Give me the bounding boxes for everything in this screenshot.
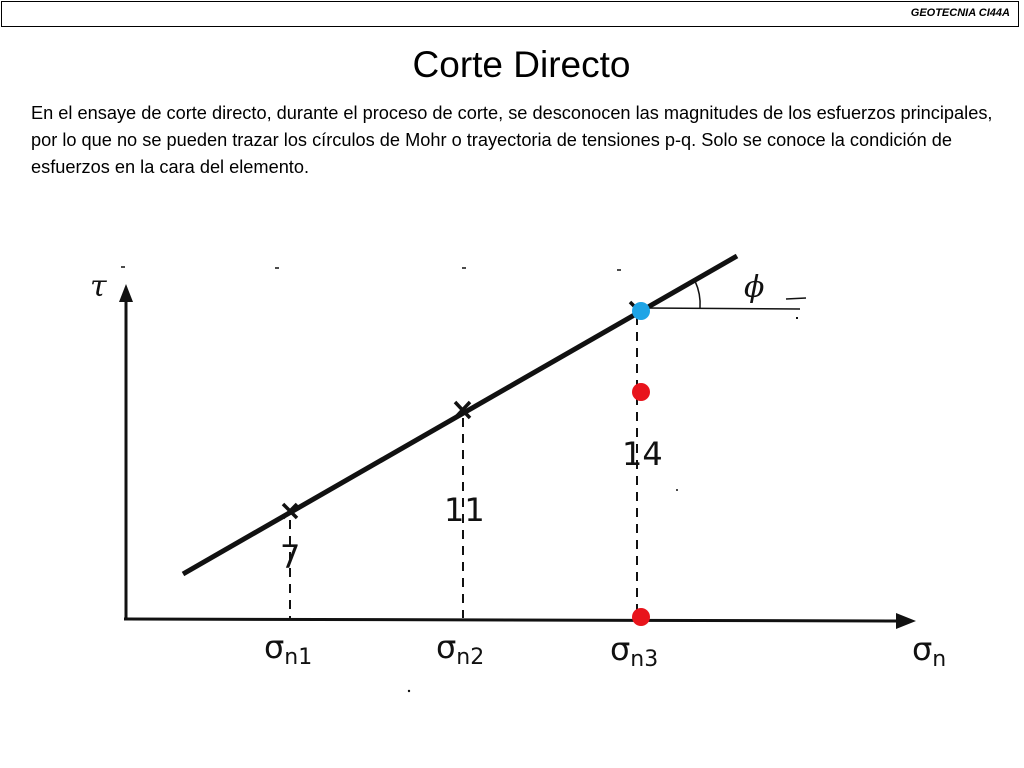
scan-speck <box>676 489 678 491</box>
y-axis-label: τ <box>90 269 107 304</box>
scan-speck <box>408 690 410 692</box>
test-3-tau-label: 14 <box>622 435 663 473</box>
red-point-marker <box>632 383 650 401</box>
test-3-sigma-label: σn3 <box>610 630 659 672</box>
test-1-sigma-label: σn1 <box>264 628 313 670</box>
x-axis-arrow <box>896 613 916 629</box>
test-2-sigma-label: σn2 <box>436 628 485 670</box>
red-point-marker <box>632 608 650 626</box>
course-code: GEOTECNIA CI44A <box>910 7 1010 19</box>
x-axis-label: σn <box>912 630 947 672</box>
description-text: En el ensaye de corte directo, durante el proceso de corte, se desconocen las magnitudes de los esfuerzos principales, por lo que no se pueden trazar los círculos de Mohr o trayectoria de tensiones p-q. Solo se conoce la condición de esfuerzos en la cara del elemento. <box>31 103 993 177</box>
y-axis-arrow <box>119 284 133 302</box>
scan-mark <box>786 298 806 299</box>
test-1-tau-label: 7 <box>280 538 301 576</box>
horizontal-reference-line <box>645 308 800 309</box>
angle-label: ϕ <box>744 270 765 305</box>
blue-point-marker <box>632 302 650 320</box>
x-axis <box>124 619 898 621</box>
test-2-tau-label: 11 <box>444 491 485 529</box>
angle-arc <box>695 281 700 308</box>
page-title: Corte Directo <box>412 44 631 85</box>
